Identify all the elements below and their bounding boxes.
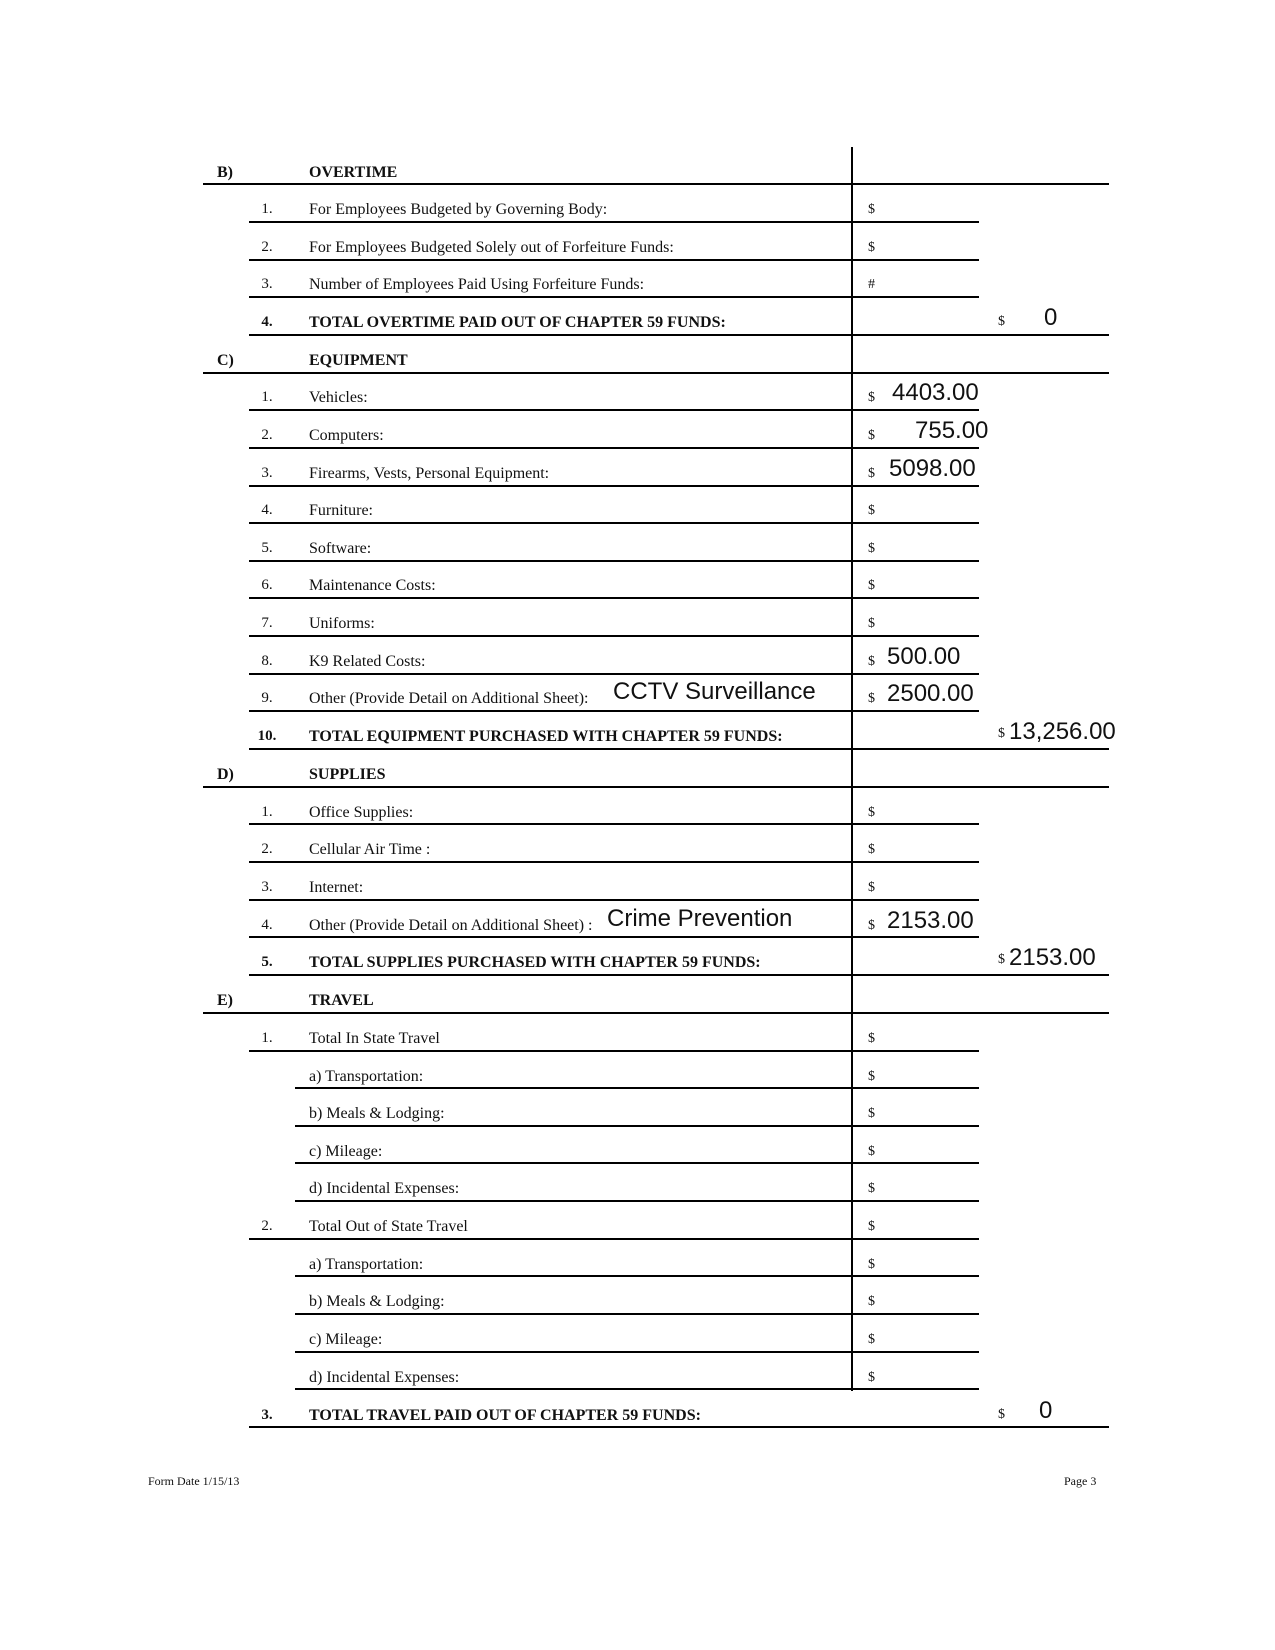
currency-symbol: $	[868, 202, 875, 217]
currency-symbol: $	[998, 726, 1005, 741]
item-number: 10.	[257, 728, 277, 744]
item-number: 6.	[261, 577, 273, 593]
currency-symbol: $	[868, 842, 875, 857]
count-symbol: #	[868, 277, 875, 292]
currency-symbol: $	[868, 654, 875, 669]
total-label: TOTAL SUPPLIES PURCHASED WITH CHAPTER 59 FUNDS:	[309, 954, 761, 971]
item-rule	[295, 1351, 979, 1353]
currency-symbol: $	[868, 1370, 875, 1385]
item-label: c) Mileage:	[309, 1143, 383, 1160]
section-title: OVERTIME	[309, 164, 398, 181]
total-label: TOTAL OVERTIME PAID OUT OF CHAPTER 59 FUNDS:	[309, 314, 726, 331]
item-number: 3.	[261, 879, 273, 895]
item-rule	[249, 710, 979, 712]
item-label: a) Transportation:	[309, 1256, 424, 1273]
section-title: TRAVEL	[309, 992, 374, 1009]
currency-symbol: $	[868, 1332, 875, 1347]
item-rule	[249, 485, 979, 487]
item-number: 5.	[261, 954, 273, 970]
item-number: 3.	[261, 465, 273, 481]
item-label: Software:	[309, 540, 372, 557]
item-rule	[295, 1313, 979, 1315]
total-rule	[249, 974, 1109, 976]
currency-symbol: $	[868, 805, 875, 820]
section-rule	[203, 372, 1109, 374]
item-rule	[295, 1200, 979, 1202]
page-number: Page 3	[1064, 1474, 1097, 1488]
total-value[interactable]: 2153.00	[1009, 944, 1096, 971]
item-rule	[249, 673, 979, 675]
item-label: Internet:	[309, 879, 364, 896]
item-label: Total In State Travel	[309, 1030, 440, 1047]
item-rule	[249, 560, 979, 562]
total-value[interactable]: 0	[1039, 1397, 1053, 1424]
section-letter: E)	[217, 992, 233, 1009]
item-number: 2.	[261, 841, 273, 857]
item-rule	[249, 635, 979, 637]
item-number: 9.	[261, 690, 273, 706]
item-rule	[249, 221, 979, 223]
item-number: 8.	[261, 653, 273, 669]
section-letter: C)	[217, 352, 234, 369]
total-rule	[249, 334, 1109, 336]
currency-symbol: $	[868, 428, 875, 443]
item-rule	[249, 296, 979, 298]
item-rule	[249, 936, 979, 938]
section-rule	[203, 786, 1109, 788]
total-rule	[249, 748, 1109, 750]
total-rule	[249, 1426, 1109, 1428]
item-label: Computers:	[309, 427, 384, 444]
item-number: 5.	[261, 540, 273, 556]
currency-symbol: $	[868, 466, 875, 481]
item-number: 1.	[261, 201, 273, 217]
item-number: 2.	[261, 239, 273, 255]
item-label: Total Out of State Travel	[309, 1218, 468, 1235]
currency-symbol: $	[998, 314, 1005, 329]
amount-value[interactable]: 2153.00	[887, 907, 974, 934]
section-title: EQUIPMENT	[309, 352, 408, 369]
amount-value[interactable]: 5098.00	[889, 455, 976, 482]
item-rule	[249, 447, 979, 449]
item-label: Maintenance Costs:	[309, 577, 436, 594]
item-number: 3.	[261, 1407, 273, 1423]
item-number: 1.	[261, 1030, 273, 1046]
item-label: Firearms, Vests, Personal Equipment:	[309, 465, 550, 482]
currency-symbol: $	[868, 578, 875, 593]
item-number: 2.	[261, 427, 273, 443]
other-detail-text[interactable]: CCTV Surveillance	[613, 678, 816, 705]
item-number: 4.	[261, 502, 273, 518]
currency-symbol: $	[868, 1144, 875, 1159]
currency-symbol: $	[998, 1407, 1005, 1422]
currency-symbol: $	[868, 1294, 875, 1309]
section-title: SUPPLIES	[309, 766, 386, 783]
item-label: b) Meals & Lodging:	[309, 1293, 445, 1310]
currency-symbol: $	[868, 1106, 875, 1121]
item-label: c) Mileage:	[309, 1331, 383, 1348]
currency-symbol: $	[998, 952, 1005, 967]
item-rule	[249, 1238, 979, 1240]
section-rule	[203, 1012, 1109, 1014]
currency-symbol: $	[868, 616, 875, 631]
total-label: TOTAL TRAVEL PAID OUT OF CHAPTER 59 FUNDS:	[309, 1407, 701, 1424]
form-date: Form Date 1/15/13	[148, 1474, 240, 1488]
amount-value[interactable]: 755.00	[915, 417, 989, 444]
total-value[interactable]: 0	[1044, 304, 1058, 331]
item-label: K9 Related Costs:	[309, 653, 426, 670]
item-label: Other (Provide Detail on Additional Sheet):	[309, 690, 589, 707]
item-rule	[295, 1162, 979, 1164]
item-label: a) Transportation:	[309, 1068, 424, 1085]
currency-symbol: $	[868, 503, 875, 518]
item-label: Uniforms:	[309, 615, 375, 632]
amount-value[interactable]: 2500.00	[887, 680, 974, 707]
amount-value[interactable]: 4403.00	[892, 379, 979, 406]
item-label: For Employees Budgeted by Governing Body:	[309, 201, 608, 218]
item-rule	[295, 1087, 979, 1089]
amount-value[interactable]: 500.00	[887, 643, 961, 670]
currency-symbol: $	[868, 1181, 875, 1196]
currency-symbol: $	[868, 1257, 875, 1272]
currency-symbol: $	[868, 240, 875, 255]
item-label: d) Incidental Expenses:	[309, 1180, 460, 1197]
item-rule	[295, 1275, 979, 1277]
other-detail-text[interactable]: Crime Prevention	[607, 905, 793, 932]
item-rule	[249, 1050, 979, 1052]
item-label: Vehicles:	[309, 389, 368, 406]
item-rule	[295, 1388, 979, 1390]
item-rule	[249, 409, 979, 411]
section-rule	[203, 183, 1109, 185]
item-rule	[249, 861, 979, 863]
currency-symbol: $	[868, 1069, 875, 1084]
currency-symbol: $	[868, 880, 875, 895]
item-label: b) Meals & Lodging:	[309, 1105, 445, 1122]
currency-symbol: $	[868, 390, 875, 405]
currency-symbol: $	[868, 541, 875, 556]
item-label: For Employees Budgeted Solely out of Forfeiture Funds:	[309, 239, 674, 256]
item-number: 2.	[261, 1218, 273, 1234]
currency-symbol: $	[868, 1031, 875, 1046]
item-number: 4.	[261, 917, 273, 933]
section-letter: B)	[217, 164, 233, 181]
total-value[interactable]: 13,256.00	[1009, 718, 1116, 745]
item-number: 1.	[261, 804, 273, 820]
currency-symbol: $	[868, 1219, 875, 1234]
item-label: Cellular Air Time :	[309, 841, 431, 858]
currency-symbol: $	[868, 691, 875, 706]
section-letter: D)	[217, 766, 234, 783]
item-label: Number of Employees Paid Using Forfeiture Funds:	[309, 276, 645, 293]
item-number: 3.	[261, 276, 273, 292]
item-label: Furniture:	[309, 502, 373, 519]
item-label: Office Supplies:	[309, 804, 414, 821]
item-number: 7.	[261, 615, 273, 631]
item-number: 1.	[261, 389, 273, 405]
item-number: 4.	[261, 314, 273, 330]
total-label: TOTAL EQUIPMENT PURCHASED WITH CHAPTER 59 FUNDS:	[309, 728, 783, 745]
item-rule	[249, 522, 979, 524]
item-label: d) Incidental Expenses:	[309, 1369, 460, 1386]
item-rule	[295, 1125, 979, 1127]
item-rule	[249, 823, 979, 825]
currency-symbol: $	[868, 918, 875, 933]
item-rule	[249, 259, 979, 261]
item-label: Other (Provide Detail on Additional Sheet) :	[309, 917, 593, 934]
item-rule	[249, 899, 979, 901]
item-rule	[249, 597, 979, 599]
